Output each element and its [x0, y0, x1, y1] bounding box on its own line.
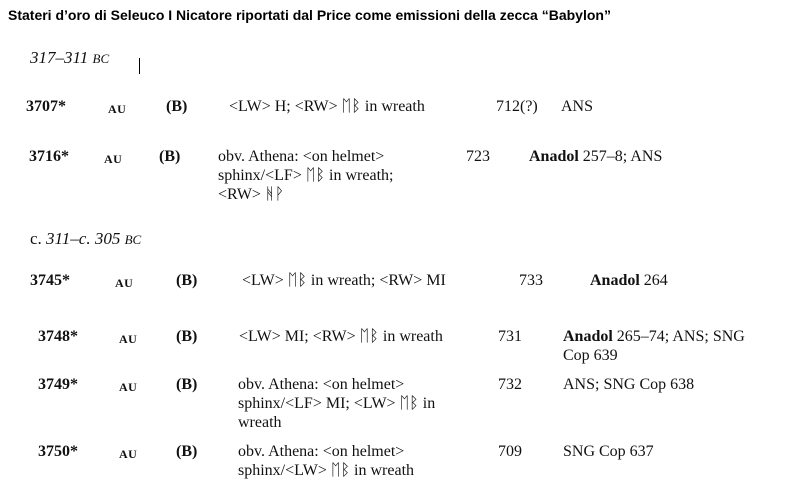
reference-text: 257–8; ANS: [578, 148, 663, 165]
period-heading: [30, 48, 109, 68]
period-prefix: c.: [30, 229, 47, 248]
entry-reference: [561, 97, 593, 116]
entry-description: obv. Athena: <on helmet> sphinx/<LW> ᛖᛒ in wreath: [238, 443, 415, 479]
reference-bold: Anadol: [563, 328, 613, 345]
entry-denomination: (B): [159, 148, 181, 165]
entry-reference: [529, 147, 662, 166]
reference-text: SNG Cop 637: [563, 443, 654, 460]
entry-metal: AU: [108, 102, 127, 116]
reference-text: ANS: [561, 98, 594, 115]
entry-reference: [563, 442, 654, 461]
reference-bold: Anadol: [529, 148, 579, 165]
entry-denomination: (B): [176, 443, 198, 460]
entry-description: <LW> H; <RW> ᛖᛒ in wreath: [229, 98, 425, 115]
entry-number: 3707*: [26, 98, 66, 115]
period-heading: [30, 229, 141, 249]
entry-description: obv. Athena: <on helmet> sphinx/<LF> MI; <LW> ᛖᛒ in wreath: [238, 376, 436, 431]
period-range: 311–c. 305: [46, 229, 121, 248]
entry-metal: AU: [104, 152, 123, 166]
entry-reference: [563, 327, 745, 365]
entry-description: obv. Athena: <on helmet> sphinx/<LF> ᛖᛒ in wreath; <RW> ᚻᚹ: [218, 148, 394, 203]
document-title: Stateri d’oro di Seleuco I Nicatore riportati dal Price come emissioni della zecca “Babylon”: [8, 7, 611, 23]
period-era: BC: [124, 232, 142, 247]
entry-denomination: (B): [166, 98, 188, 115]
entry-metal: AU: [119, 447, 138, 461]
entry-reference: [563, 375, 694, 394]
entry-weight: 723: [466, 148, 490, 165]
entry-metal: AU: [115, 276, 134, 290]
entry-weight: 733: [519, 272, 543, 289]
reference-text: 264: [639, 272, 668, 289]
entry-weight: 731: [498, 328, 522, 345]
entry-number: 3745*: [30, 272, 70, 289]
entry-number: 3716*: [29, 148, 69, 165]
entry-metal: AU: [119, 380, 138, 394]
reference-text: ANS; SNG Cop 638: [563, 376, 695, 393]
entry-number: 3748*: [38, 328, 78, 345]
period-range: 317–311: [30, 48, 89, 67]
text-cursor: [139, 58, 140, 74]
entry-denomination: (B): [176, 376, 198, 393]
entry-denomination: (B): [176, 272, 198, 289]
entry-weight: 709: [498, 443, 522, 460]
entry-reference: [590, 271, 668, 290]
entry-description: <LW> MI; <RW> ᛖᛒ in wreath: [239, 328, 443, 345]
reference-text: 265–74; ANS; SNG Cop 639: [563, 328, 745, 364]
entry-denomination: (B): [176, 328, 198, 345]
period-era: BC: [92, 51, 110, 66]
entry-weight: 732: [498, 376, 522, 393]
entry-metal: AU: [119, 332, 138, 346]
reference-bold: Anadol: [590, 272, 640, 289]
entry-description: <LW> ᛖᛒ in wreath; <RW> MI: [242, 272, 446, 289]
entry-weight: 712(?): [496, 98, 538, 115]
entry-number: 3750*: [38, 443, 78, 460]
entry-number: 3749*: [38, 376, 78, 393]
